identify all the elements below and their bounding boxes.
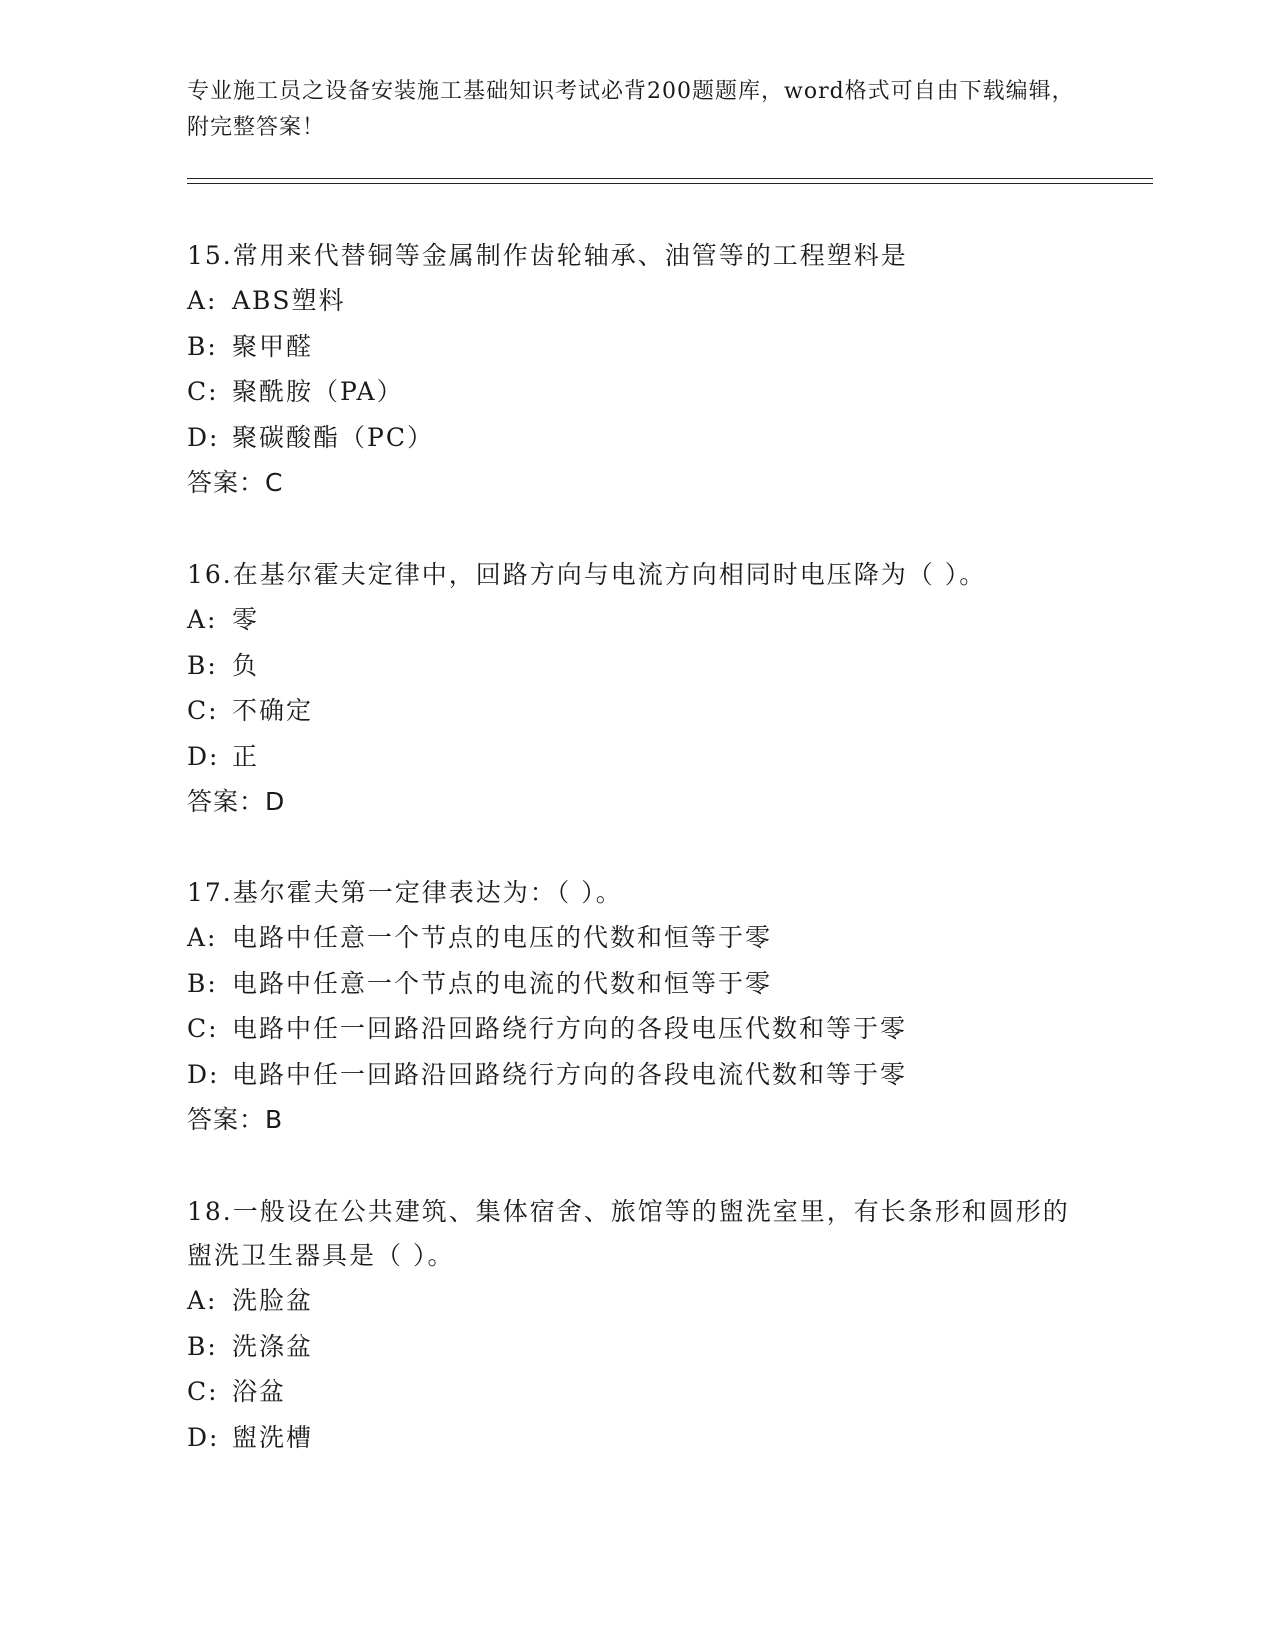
answer: 答案：C	[187, 468, 284, 497]
option-a	[187, 915, 1087, 961]
option-label: C:	[187, 1377, 219, 1406]
option-b	[187, 1324, 1087, 1370]
option-text: 盥洗槽	[232, 1422, 314, 1452]
option-c	[187, 369, 1087, 415]
option-b	[187, 324, 1087, 370]
option-b	[187, 961, 1087, 1007]
option-label: D:	[187, 422, 220, 452]
option-label: B:	[187, 650, 218, 680]
option-label: B:	[187, 331, 218, 361]
option-label: A:	[187, 605, 218, 634]
question-17	[187, 871, 1087, 1142]
option-d	[187, 734, 1087, 780]
question-stem: 16.在基尔霍夫定律中，回路方向与电流方向相同时电压降为（ ）。	[187, 560, 987, 589]
option-label: D:	[187, 1059, 220, 1089]
option-c	[187, 1006, 1087, 1052]
answer: 答案：B	[187, 1105, 284, 1134]
option-label: A:	[187, 923, 218, 952]
option-label: C:	[187, 1014, 219, 1043]
option-text: 电路中任意一个节点的电压的代数和恒等于零	[232, 923, 773, 952]
option-label: D:	[187, 741, 220, 771]
option-label: C:	[187, 696, 219, 725]
option-a	[187, 1278, 1087, 1324]
option-c	[187, 688, 1087, 734]
header-divider-bottom	[187, 183, 1153, 184]
option-text: 不确定	[232, 696, 314, 725]
question-stem: 17.基尔霍夫第一定律表达为：（ ）。	[187, 878, 623, 907]
question-16	[187, 553, 1087, 824]
option-text: 电路中任意一个节点的电流的代数和恒等于零	[232, 968, 773, 998]
option-text: 洗脸盆	[232, 1286, 314, 1315]
option-label: D:	[187, 1422, 220, 1452]
option-text: 电路中任一回路沿回路绕行方向的各段电压代数和等于零	[232, 1014, 908, 1043]
option-label: B:	[187, 968, 218, 998]
option-a	[187, 278, 1087, 324]
option-a	[187, 597, 1087, 643]
option-text: 零	[232, 605, 260, 634]
header-divider-top	[187, 178, 1153, 179]
document-header: 专业施工员之设备安装施工基础知识考试必背200题题库，word格式可自由下载编辑，附完整答案！	[187, 79, 1075, 140]
option-d	[187, 1052, 1087, 1098]
option-label: B:	[187, 1331, 218, 1361]
question-stem: 15.常用来代替铜等金属制作齿轮轴承、油管等的工程塑料是	[187, 241, 908, 270]
option-text: ABS塑料	[232, 286, 346, 315]
option-text: 聚酰胺（PA）	[232, 377, 404, 406]
option-d	[187, 1415, 1087, 1461]
option-label: A:	[187, 286, 218, 315]
question-15	[187, 234, 1087, 505]
option-text: 正	[232, 741, 260, 771]
option-label: A:	[187, 1286, 218, 1315]
answer: 答案：D	[187, 787, 286, 816]
question-18	[187, 1190, 1087, 1460]
option-label: C:	[187, 377, 219, 406]
option-text: 聚甲醛	[232, 331, 314, 361]
option-b	[187, 643, 1087, 689]
option-text: 洗涤盆	[232, 1331, 314, 1361]
question-stem: 18.一般设在公共建筑、集体宿舍、旅馆等的盥洗室里，有长条形和圆形的盥洗卫生器具是（ ）。	[187, 1197, 1070, 1270]
option-c	[187, 1369, 1087, 1415]
option-text: 聚碳酸酯（PC）	[232, 422, 434, 452]
option-text: 浴盆	[232, 1377, 287, 1406]
option-text: 电路中任一回路沿回路绕行方向的各段电流代数和等于零	[232, 1059, 908, 1089]
option-text: 负	[232, 650, 260, 680]
option-d	[187, 415, 1087, 461]
